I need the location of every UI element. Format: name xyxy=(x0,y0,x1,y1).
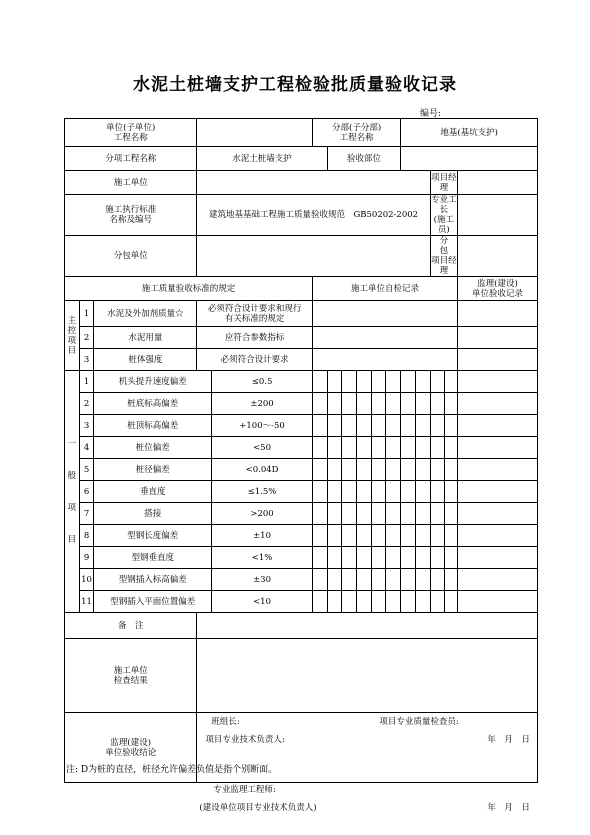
footnote: 注: D为桩的直径，桩径允许偏差负值是指个别断面。 xyxy=(66,765,278,775)
sub-pm-value[interactable] xyxy=(457,236,537,277)
item-name: 桩径偏差 xyxy=(94,459,212,481)
supervision-cell[interactable] xyxy=(457,547,537,569)
self-check-cell[interactable] xyxy=(386,481,401,503)
general-item-row xyxy=(65,569,538,591)
self-check-cell[interactable] xyxy=(415,481,430,503)
self-check-cell[interactable] xyxy=(371,437,386,459)
self-check-cell[interactable] xyxy=(312,569,327,591)
self-check-cell[interactable] xyxy=(357,525,372,547)
self-check-cell[interactable] xyxy=(430,371,445,393)
subunit-name-value[interactable]: 地基(基坑支护) xyxy=(401,119,538,147)
supervision-cell[interactable] xyxy=(457,525,537,547)
self-check-cell[interactable] xyxy=(357,459,372,481)
self-check-cell[interactable] xyxy=(371,459,386,481)
self-check-cell[interactable] xyxy=(312,503,327,525)
self-check-cell[interactable] xyxy=(371,503,386,525)
general-item-row xyxy=(65,525,538,547)
remarks-label: 备 注 xyxy=(65,613,197,639)
self-check-cell[interactable] xyxy=(415,415,430,437)
sub-pm-label: 分 包 项目经理 xyxy=(431,236,466,276)
foreman-value[interactable] xyxy=(457,195,537,236)
item-number: 3 xyxy=(79,415,94,437)
self-check-cell[interactable] xyxy=(312,415,327,437)
self-check-cell[interactable] xyxy=(401,547,416,569)
item-name: 桩体强度 xyxy=(94,349,197,371)
self-check-cell[interactable] xyxy=(312,371,327,393)
self-check-cell[interactable] xyxy=(430,547,445,569)
item-number: 3 xyxy=(79,349,94,371)
self-check-cell[interactable] xyxy=(357,591,372,613)
self-check-cell[interactable] xyxy=(386,415,401,437)
self-check-cell[interactable] xyxy=(445,569,458,591)
self-check-cell[interactable] xyxy=(445,547,458,569)
self-check-cell[interactable] xyxy=(357,503,372,525)
self-check-cell[interactable] xyxy=(371,393,386,415)
self-check-cell[interactable] xyxy=(415,371,430,393)
item-number: 6 xyxy=(79,481,94,503)
general-item-row xyxy=(65,371,538,393)
self-check-cell[interactable] xyxy=(327,481,342,503)
date-label: 年 月 日 xyxy=(487,802,530,813)
self-check-cell[interactable] xyxy=(342,591,357,613)
tech-lead-label: 项目专业技术负责人: xyxy=(205,734,285,745)
general-item-row xyxy=(65,481,538,503)
subitem-name-value[interactable]: 水泥土桩墙支护 xyxy=(197,147,327,171)
subcontractor-value[interactable] xyxy=(197,236,430,277)
self-check-cell[interactable] xyxy=(371,371,386,393)
item-requirement: +100～-50 xyxy=(212,415,313,437)
self-check-cell[interactable] xyxy=(415,393,430,415)
supervision-cell[interactable] xyxy=(457,301,537,327)
self-check-cell[interactable] xyxy=(401,459,416,481)
main-item-row xyxy=(65,327,538,349)
self-check-cell[interactable] xyxy=(415,569,430,591)
supervision-cell[interactable] xyxy=(457,349,537,371)
self-check-cell[interactable] xyxy=(327,569,342,591)
project-manager-label: 项目经理 xyxy=(431,172,457,193)
self-check-cell[interactable] xyxy=(401,591,416,613)
general-group-label: 一 般 项 目 xyxy=(65,371,80,613)
item-requirement: 应符合参数指标 xyxy=(197,327,313,349)
self-check-cell[interactable] xyxy=(327,459,342,481)
item-name: 桩位偏差 xyxy=(94,437,212,459)
contractor-value[interactable] xyxy=(197,171,430,195)
self-check-cell[interactable] xyxy=(312,481,327,503)
self-check-cell[interactable] xyxy=(357,371,372,393)
self-check-cell[interactable] xyxy=(415,591,430,613)
inspection-part-label: 验收部位 xyxy=(327,147,401,171)
standard-value: 建筑地基基础工程施工质量验收规范 GB50202-2002 xyxy=(197,195,430,236)
self-check-cell[interactable] xyxy=(445,459,458,481)
self-check-cell[interactable] xyxy=(312,349,457,371)
self-check-cell[interactable] xyxy=(401,415,416,437)
self-check-cell[interactable] xyxy=(327,525,342,547)
item-name: 机头提升速度偏差 xyxy=(94,371,212,393)
item-number: 1 xyxy=(79,301,94,327)
self-check-cell[interactable] xyxy=(386,503,401,525)
self-check-cell[interactable] xyxy=(386,569,401,591)
item-number: 2 xyxy=(79,327,94,349)
standard-label: 施工执行标准 名称及编号 xyxy=(65,195,197,236)
self-check-cell[interactable] xyxy=(430,437,445,459)
self-check-cell[interactable] xyxy=(312,327,457,349)
self-check-cell[interactable] xyxy=(342,437,357,459)
self-check-cell[interactable] xyxy=(342,547,357,569)
self-check-cell[interactable] xyxy=(386,437,401,459)
supervision-cell[interactable] xyxy=(457,459,537,481)
item-requirement: ±200 xyxy=(212,393,313,415)
item-requirement: ±10 xyxy=(212,525,313,547)
self-check-cell[interactable] xyxy=(386,371,401,393)
contractor-label: 施工单位 xyxy=(65,171,197,195)
self-check-cell[interactable] xyxy=(430,569,445,591)
self-check-cell[interactable] xyxy=(371,481,386,503)
self-check-cell[interactable] xyxy=(327,547,342,569)
general-item-row xyxy=(65,591,538,613)
self-check-cell[interactable] xyxy=(445,481,458,503)
self-check-cell[interactable] xyxy=(386,547,401,569)
self-check-cell[interactable] xyxy=(430,503,445,525)
item-number: 7 xyxy=(79,503,94,525)
item-name: 水泥用量 xyxy=(94,327,197,349)
general-item-row xyxy=(65,415,538,437)
supervision-cell[interactable] xyxy=(457,481,537,503)
item-name: 桩底标高偏差 xyxy=(94,393,212,415)
item-number: 8 xyxy=(79,525,94,547)
item-name: 水泥及外加剂质量☆ xyxy=(94,301,197,327)
self-check-cell[interactable] xyxy=(430,481,445,503)
supervision-engineer-label: 专业监理工程师: xyxy=(213,784,276,795)
self-check-cell[interactable] xyxy=(312,393,327,415)
self-check-cell[interactable] xyxy=(401,371,416,393)
general-item-row xyxy=(65,459,538,481)
self-check-cell[interactable] xyxy=(430,525,445,547)
self-check-cell[interactable] xyxy=(342,569,357,591)
supervision-cell[interactable] xyxy=(457,503,537,525)
project-manager-value[interactable] xyxy=(457,171,537,195)
self-check-cell[interactable] xyxy=(371,591,386,613)
self-check-cell[interactable] xyxy=(357,481,372,503)
supervision-cell[interactable] xyxy=(457,393,537,415)
item-name: 搭接 xyxy=(94,503,212,525)
self-check-cell[interactable] xyxy=(386,393,401,415)
item-requirement: <0.04D xyxy=(212,459,313,481)
date-label: 年 月 日 xyxy=(487,734,530,745)
self-check-cell[interactable] xyxy=(386,591,401,613)
item-requirement: ≤0.5 xyxy=(212,371,313,393)
supervision-cell[interactable] xyxy=(457,437,537,459)
self-check-cell[interactable] xyxy=(430,393,445,415)
serial-number-label: 编号: xyxy=(420,109,442,119)
self-check-cell[interactable] xyxy=(401,393,416,415)
item-name: 型钢垂直度 xyxy=(94,547,212,569)
self-check-cell[interactable] xyxy=(342,459,357,481)
self-check-cell[interactable] xyxy=(401,525,416,547)
self-check-cell[interactable] xyxy=(342,371,357,393)
self-check-cell[interactable] xyxy=(357,437,372,459)
self-check-cell[interactable] xyxy=(445,503,458,525)
self-check-cell[interactable] xyxy=(357,393,372,415)
remarks-value[interactable] xyxy=(197,613,538,639)
supervision-column-header: 监理(建设) 单位验收记录 xyxy=(457,277,537,301)
standard-column-header: 施工质量验收标准的规定 xyxy=(65,277,313,301)
main-item-row xyxy=(65,349,538,371)
foreman-label: 专业工长 (施工员) xyxy=(431,195,457,235)
self-check-cell[interactable] xyxy=(357,415,372,437)
self-check-cell[interactable] xyxy=(371,415,386,437)
self-check-cell[interactable] xyxy=(415,547,430,569)
item-name: 型钢长度偏差 xyxy=(94,525,212,547)
self-check-cell[interactable] xyxy=(415,525,430,547)
inspection-form xyxy=(64,118,538,813)
general-item-row xyxy=(65,393,538,415)
self-check-cell[interactable] xyxy=(386,525,401,547)
self-check-cell[interactable] xyxy=(327,503,342,525)
self-check-cell[interactable] xyxy=(415,459,430,481)
supervision-cell[interactable] xyxy=(457,591,537,613)
subcontractor-label: 分包单位 xyxy=(65,236,197,277)
supervision-cell[interactable] xyxy=(457,371,537,393)
self-check-cell[interactable] xyxy=(445,393,458,415)
self-check-cell[interactable] xyxy=(386,459,401,481)
item-name: 桩顶标高偏差 xyxy=(94,415,212,437)
item-requirement: 必须符合设计要求 xyxy=(197,349,313,371)
self-check-cell[interactable] xyxy=(401,503,416,525)
main-item-row xyxy=(65,301,538,327)
self-check-cell[interactable] xyxy=(445,371,458,393)
self-check-cell[interactable] xyxy=(401,481,416,503)
unit-name-value[interactable] xyxy=(197,119,313,147)
self-check-cell[interactable] xyxy=(445,591,458,613)
self-check-cell[interactable] xyxy=(371,547,386,569)
self-check-cell[interactable] xyxy=(312,525,327,547)
self-check-cell[interactable] xyxy=(327,371,342,393)
supervision-cell[interactable] xyxy=(457,415,537,437)
self-check-cell[interactable] xyxy=(312,437,327,459)
self-check-cell[interactable] xyxy=(445,437,458,459)
item-requirement: <10 xyxy=(212,591,313,613)
qc-inspector-label: 项目专业质量检查员: xyxy=(379,716,459,727)
self-check-cell[interactable] xyxy=(430,415,445,437)
team-leader-label: 班组长: xyxy=(211,716,240,727)
supervision-result-label: 监理(建设) 单位验收结论 xyxy=(65,713,197,783)
self-check-cell[interactable] xyxy=(357,569,372,591)
item-requirement: <50 xyxy=(212,437,313,459)
subunit-name-label: 分部(子分部) 工程名称 xyxy=(312,119,400,147)
item-requirement: ±30 xyxy=(212,569,313,591)
item-requirement: ≤1.5% xyxy=(212,481,313,503)
self-check-cell[interactable] xyxy=(430,591,445,613)
page-title: 水泥土桩墙支护工程检验批质量验收记录 xyxy=(133,75,457,95)
owner-rep-label: (建设单位项目专业技术负责人) xyxy=(199,802,317,813)
item-requirement: 必须符合设计要求和现行 有关标准的规定 xyxy=(197,301,313,327)
self-check-cell[interactable] xyxy=(342,415,357,437)
supervision-cell[interactable] xyxy=(457,327,537,349)
self-check-cell[interactable] xyxy=(312,591,327,613)
self-check-cell[interactable] xyxy=(445,525,458,547)
item-name: 型钢插入平面位置偏差 xyxy=(94,591,212,613)
item-name: 型钢插入标高偏差 xyxy=(94,569,212,591)
self-check-cell[interactable] xyxy=(327,591,342,613)
self-check-cell[interactable] xyxy=(415,437,430,459)
item-number: 11 xyxy=(79,591,94,613)
inspection-part-value[interactable] xyxy=(401,147,538,171)
general-item-row xyxy=(65,547,538,569)
item-number: 5 xyxy=(79,459,94,481)
contractor-result-value[interactable] xyxy=(197,639,538,745)
self-check-cell[interactable] xyxy=(445,415,458,437)
self-check-cell[interactable] xyxy=(342,503,357,525)
self-check-cell[interactable] xyxy=(371,569,386,591)
item-number: 2 xyxy=(79,393,94,415)
item-number: 10 xyxy=(79,569,94,591)
self-check-cell[interactable] xyxy=(327,393,342,415)
supervision-cell[interactable] xyxy=(457,569,537,591)
main-group-label: 主 控 项 目 xyxy=(65,301,80,371)
self-check-cell[interactable] xyxy=(401,437,416,459)
self-check-cell[interactable] xyxy=(327,415,342,437)
self-check-cell[interactable] xyxy=(342,481,357,503)
self-check-cell[interactable] xyxy=(312,459,327,481)
item-number: 4 xyxy=(79,437,94,459)
self-check-cell[interactable] xyxy=(401,569,416,591)
general-item-row xyxy=(65,437,538,459)
self-check-column-header: 施工单位自检记录 xyxy=(312,277,457,301)
item-number: 1 xyxy=(79,371,94,393)
self-check-cell[interactable] xyxy=(312,547,327,569)
self-check-cell[interactable] xyxy=(312,301,457,327)
item-requirement: >200 xyxy=(212,503,313,525)
item-requirement: <1% xyxy=(212,547,313,569)
self-check-cell[interactable] xyxy=(327,437,342,459)
subitem-name-label: 分项工程名称 xyxy=(65,147,197,171)
item-number: 9 xyxy=(79,547,94,569)
self-check-cell[interactable] xyxy=(371,525,386,547)
self-check-cell[interactable] xyxy=(415,503,430,525)
general-item-row xyxy=(65,503,538,525)
self-check-cell[interactable] xyxy=(357,547,372,569)
self-check-cell[interactable] xyxy=(342,525,357,547)
unit-name-label: 单位(子单位) 工程名称 xyxy=(65,119,197,147)
item-name: 垂直度 xyxy=(94,481,212,503)
self-check-cell[interactable] xyxy=(342,393,357,415)
contractor-result-label: 施工单位 检查结果 xyxy=(65,639,197,713)
self-check-cell[interactable] xyxy=(430,459,445,481)
